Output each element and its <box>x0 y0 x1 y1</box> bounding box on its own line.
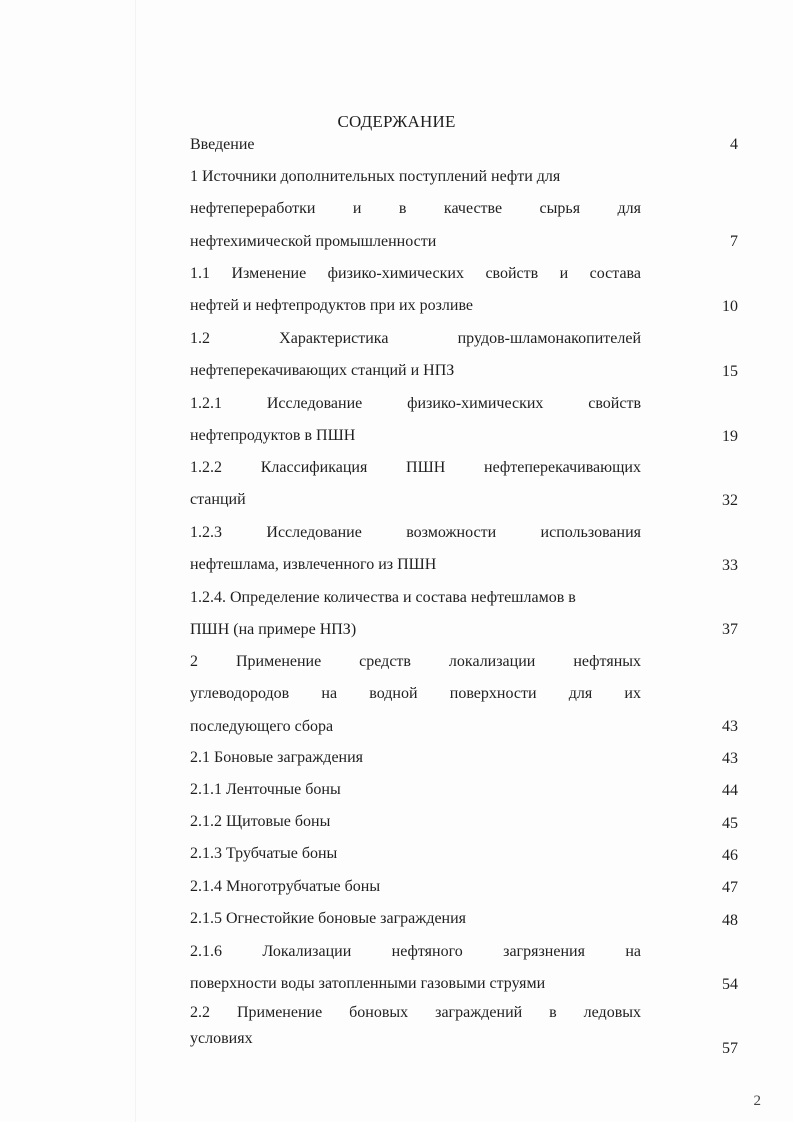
toc-page-number: 19 <box>722 428 738 445</box>
toc-line: ПШН (на примере НПЗ) <box>190 621 357 639</box>
toc-line: углеводородов на водной поверхности для их <box>190 685 641 703</box>
toc-line: нефтеперекачивающих станций и НПЗ <box>190 362 455 380</box>
toc-page-number: 47 <box>722 879 738 896</box>
toc-line: 1.2.4. Определение количества и состава нефтешламов в <box>190 589 576 606</box>
toc-line: 2.1.4 Многотрубчатые боны <box>190 878 381 895</box>
toc-line: 1 Источники дополнительных поступлений нефти для <box>190 168 561 185</box>
toc-line: нефтей и нефтепродуктов при их розливе <box>190 297 474 315</box>
toc-line: Введение <box>190 136 255 153</box>
toc-page-number: 48 <box>722 912 738 929</box>
toc-line: 2.1 Боновые заграждения <box>190 749 364 766</box>
toc-page-number: 57 <box>722 1040 738 1057</box>
toc-line: условиях <box>190 1030 253 1047</box>
toc-line: 2.1.6 Локализации нефтяного загрязнения на <box>190 943 641 960</box>
toc-line: 1.2.1 Исследование физико-химических свойств <box>190 395 641 412</box>
toc-line: 2.1.3 Трубчатые боны <box>190 845 338 862</box>
toc-line: нефтешлама, извлеченного из ПШН <box>190 556 437 574</box>
page-number: 2 <box>753 1093 761 1109</box>
toc-line: 2 Применение средств локализации нефтяных <box>190 653 641 670</box>
toc-line: 2.2 Применение боновых заграждений в ледовых <box>190 1004 641 1021</box>
toc-page-number: 43 <box>722 750 738 767</box>
toc-page-number: 10 <box>722 298 738 315</box>
toc-line: 1.2 Характеристика прудов-шламонакопителей <box>190 330 641 347</box>
toc-page-number: 46 <box>722 847 738 864</box>
toc-line: последующего сбора <box>190 717 334 735</box>
toc-page-number: 32 <box>722 492 738 509</box>
toc-page-number: 33 <box>722 557 738 574</box>
toc-page-number: 45 <box>722 815 738 832</box>
toc-page-number: 7 <box>730 233 738 250</box>
toc-line: нефтехимической промышленности <box>190 232 437 250</box>
page-title: СОДЕРЖАНИЕ <box>337 112 456 131</box>
toc-line: 2.1.1 Ленточные боны <box>190 781 341 798</box>
toc-line: 1.2.3 Исследование возможности использования <box>190 524 641 541</box>
toc-line: 1.2.2 Классификация ПШН нефтеперекачивающих <box>190 459 641 476</box>
toc-line: станций <box>190 491 246 509</box>
toc-line: 1.1 Изменение физико-химических свойств и состава <box>190 265 641 282</box>
toc-page-number: 54 <box>722 976 738 993</box>
toc-line: 2.1.5 Огнестойкие боновые заграждения <box>190 910 467 927</box>
scan-edge <box>135 0 136 1122</box>
toc-page-number: 15 <box>722 363 738 380</box>
toc-line: поверхности воды затопленными газовыми струями <box>190 975 546 993</box>
toc-line: нефтепродуктов в ПШН <box>190 427 356 445</box>
toc-page-number: 44 <box>722 782 738 799</box>
toc-page-number: 43 <box>722 718 738 735</box>
toc-page-number: 4 <box>730 136 738 153</box>
toc-page-number: 37 <box>722 621 738 638</box>
toc-line: 2.1.2 Щитовые боны <box>190 813 331 830</box>
toc-line: нефтепереработки и в качестве сырья для <box>190 200 641 218</box>
